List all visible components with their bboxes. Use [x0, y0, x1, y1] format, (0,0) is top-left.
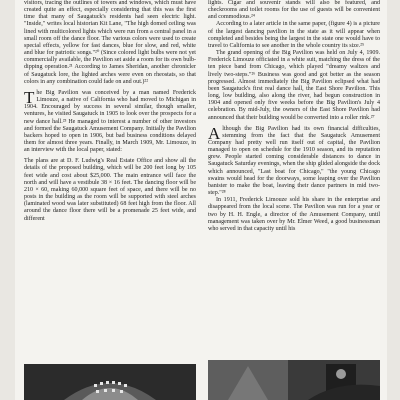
paragraph-lighting: visitors, tracing the outlines of towers and windows, which must have created quite an effect, especially considering that this was the first time that many of Saugatuck's residents had seen electric light. "Inside," writes local historian Kit Lane, "The high domed ceiling was lined with multicolored lights which were run from a central panel in a small room off the dance floor. The various colors were used to create special effects, yellow for fast dances, blue for slow, and red, white and blue for patriotic songs."²⁰ (Since colored light bulbs were not yet commercially available, the Pavilion set aside a room for its own bulb-dipping operation.²¹ According to James Sheridan, another chronicler of Saugatuck lore, the lighted arches were even on rheostats, so that colors in any combination could fade on and out.)²²	[24, 0, 196, 85]
paragraph-conception-text: he Big Pavilion was conceived by a man named Frederick Limouze, a native of California who had moved to Michigan in 1904. Encouraged by success in several similar, though smaller, ventures, he visited Saugatuck in 1905 to look over the prospects for a new dance hall.²³ He managed to interest a number of other investors and formed the Saugatuck Amusement Company. Initially the Pavilion backers hoped to open in 1906, but bad business conditions delayed them for almost three years. Finally, in March 1909, Mr. Limouze, in an interview with the local paper, stated:	[24, 89, 196, 154]
paragraph-later-article: According to a later article in the same paper, (figure 4) is a picture of the largest dancing pavilion in the state as it will appear when completed and besides being the largest in the state one would have to travel to California to see another in the whole country its size.²⁵	[208, 21, 380, 49]
drop-cap: A	[208, 123, 221, 143]
pavilion-interior-image	[24, 364, 196, 400]
pavilion-photo	[24, 364, 196, 400]
paragraph-grand-opening: The grand opening of the Big Pavilion was held on July 4, 1909. Frederick Limouze officiated in a white suit, matching the dress of the ten piece band from Chicago, which played "dreamy waltzes and lively two-steps."²⁶ Business was good and got better as the season progressed. Almost immediately the Big Pavilion eclipsed what had been Saugatuck's first real dance hall, the East Shore Pavilion. This long, low building, also along the river, had begun construction in 1904 and opened only five weeks before the Big Pavilion's July 4 celebration. By mid-July, the owners of the East Shore Pavilion had announced that their building would be converted into a roller rink.²⁷	[208, 50, 380, 121]
paragraph-amenities: lights. Cigar and souvenir stands will also be featured, and checkrooms and toilet rooms for the use of guests will be convenient and commodious.²⁴	[208, 0, 380, 21]
right-column	[208, 0, 380, 233]
magazine-page	[15, 0, 387, 400]
left-column	[24, 0, 196, 223]
paragraph-financial	[208, 123, 380, 198]
paragraph-financial-text: lthough the Big Pavilion had its own financial difficulties, stemming from the fact that the Saugatuck Amusement Company had pretty well run itself out of capital, the Pavilion managed to open on schedule for the 1910 season, and its reputation grew. People started coming considerable distances to dance in Saugatuck Saturday evenings, when the ship glided alongside the dock which announced, "Last boat for Chicago," "the young Chicago swains would head for the doorways, some leaping over the Pavilion banister to make the boat, leaving their dance partners in mid two-step."²⁸	[208, 125, 380, 197]
paragraph-plans-quote: The plans are at D. F. Ludwig's Real Estate Office and show all the details of the proposed building, which will be 200 feet long by 105 feet wide and cost about $25,000. The main entrance will face the north and will have a vestibule 38 × 16 feet. The dancing floor will be 210 × 60, making 60,000 square feet of space, and there will be no posts in the building as the room will be supported with steel arches (laminated wood was later substituted) 68 feet high from the floor. All around the dance floor there will be a promenade 25 feet wide, and different	[24, 158, 196, 222]
paragraph-conception	[24, 87, 196, 154]
paragraph-management: In 1911, Frederick Limouze sold his share in the enterprise and disappeared from the local scene. The Pavilion was run for a year or two by H. H. Engle, a director of the Amusement Company, until management was taken over by Mr. Elmer Weed, a good businessman who served in that capacity until his	[208, 197, 380, 232]
pavilion-exterior-photo	[208, 360, 380, 400]
pavilion-exterior-image	[208, 360, 380, 400]
drop-cap: T	[24, 87, 35, 107]
